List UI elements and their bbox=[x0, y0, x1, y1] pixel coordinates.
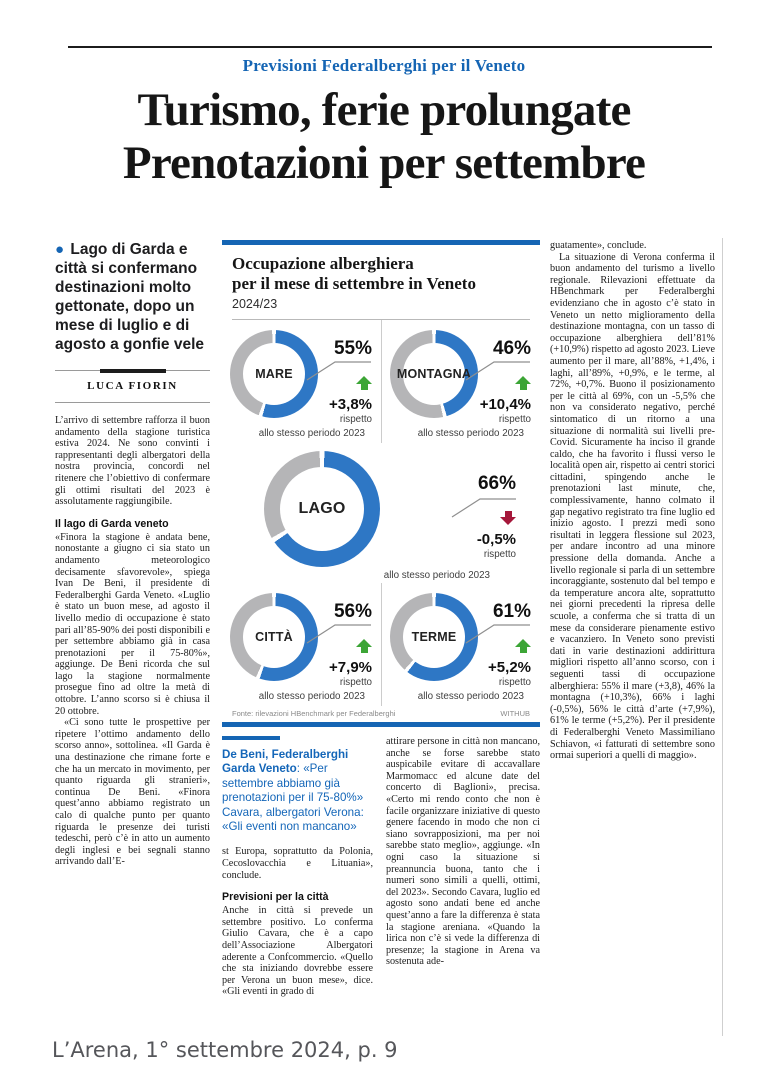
paragraph: guatamente», conclude. bbox=[550, 240, 647, 251]
donut-row-1 bbox=[222, 320, 540, 443]
pull-quote-bar bbox=[222, 736, 280, 740]
donut-label: CITTÀ bbox=[255, 630, 293, 644]
donut-info bbox=[478, 593, 534, 688]
donut-hole bbox=[280, 467, 364, 551]
kicker: Previsioni Federalberghi per il Veneto bbox=[242, 56, 526, 75]
mid-subcolumn-1 bbox=[222, 736, 373, 998]
donut-ring bbox=[264, 451, 380, 567]
chart-source: Fonte: rilevazioni HBenchmark per Federalberghi bbox=[232, 709, 396, 718]
donut-label: TERME bbox=[411, 630, 457, 644]
donut-layout bbox=[390, 330, 534, 425]
paragraph: Anche in città si prevede un settembre positivo. Lo conferma Giulio Cavara, che è a capo dell’Associazione Albergatori aderente a Confcommercio. «Quello che sta iniziando dovrebbe essere per Verona un buon mese», dice. «Gli eventi in grado di bbox=[222, 905, 373, 998]
column-rule bbox=[722, 238, 723, 1036]
section-subhead: Previsioni per la città bbox=[222, 891, 329, 904]
paragraph: attirare persone in città non mancano, anche se forse sarebbe stato auspicabile evitare di accavallare Marmomacc ed alcune date del concerto di Baglioni», precisa. «Certo mi rendo conto che non è facile organizzare iniziative di questo genere facendo in modo che non ci siano sovrapposizioni, ma per noi sarebbe stato meglio», aggiunge. «In ogni caso la situazione si preannuncia buona, tanto che i numeri sono simili a quelli, ottimi, del 2023». Secondo Cavara, luglio ed agosto sono andati bene ed anche quest’anno a fare la differenza è stata la stagione areniana. «Quando la lirica non c’è si vede la differenza di presenze; la stagione in Arena va sostenuta ade- bbox=[386, 736, 540, 968]
bullet-icon: ● bbox=[55, 241, 65, 258]
connector-line bbox=[464, 623, 532, 645]
donut-info bbox=[318, 330, 375, 425]
section-subhead: Il lago di Garda veneto bbox=[55, 517, 169, 530]
donut-change: +5,2% bbox=[488, 659, 531, 676]
donut-change: +7,9% bbox=[329, 659, 372, 676]
donut-label: MARE bbox=[255, 367, 293, 381]
chart-header bbox=[222, 245, 540, 311]
chart-title bbox=[232, 254, 530, 294]
paragraph: La situazione di Verona conferma il buon andamento del turismo a livello regionale. Rilevazioni effettuate da HBenchmark per Federalberghi evidenziano che in agosto c’è stato in Veneto un netto miglioramento della destinazione montagna, con un tasso di occupazione alberghiera dell’81% (+10,9%) rispetto ad agosto 2023. Lieve aumento per il mare, all’88%, +1,4%, i laghi, all’89%, +0,9%, e le terme, al 72%, +0,7%. Buono il posizionamento per le città al 69%, con un -5,5% che non va considerato negativo, perché sintomatico di un ritorno a una situazione di normalità sui livelli pre-Covid. Sicuramente ha inciso il grande caldo, che ha favorito i flussi verso le località open air, rispetto ai centri storici cittadini, spingendo anche le prenotazioni last minute, che, complessivamente, hanno colmato il gap negativo registrato tra fine luglio ed inizio agosto. I prezzi medi sono risultati in leggera flessione sul 2023, per andare incontro ad una minore pressione della domanda. Anche a livello regionale si parla di un settembre incoraggiante, sostenuto dal bel tempo e da temperature ancora alte, soprattutto nei giorni precedenti la ripresa delle scuole, a conferma che si tratta di un mese da considerare pienamente estivo e vacanziero. In Veneto sono previsti dati in varie destinazioni addirittura migliori rispetto all’anno scorso, con i seguenti tassi di occupazione alberghiera: 55% il mare (+3,8), 46% la montagna (+10,3%), 66% i laghi (-0,5%), 56% le città d’arte (+7,9%), 61% le terme (+5,2%). Per il presidente di Federalberghi Veneto Massimiliano Schiavon, «i fatturati di settembre sono ormai superiori a quelli di maggio». bbox=[550, 251, 715, 762]
chart-title-line2: per il mese di settembre in Veneto bbox=[232, 274, 476, 293]
donut-value: 55% bbox=[333, 338, 372, 359]
donut-note-2: allo stesso periodo 2023 bbox=[417, 691, 524, 702]
source-caption: L’Arena, 1° settembre 2024, p. 9 bbox=[52, 1038, 398, 1062]
byline-rule-accent bbox=[100, 369, 166, 373]
headline-line2: Prenotazioni per settembre bbox=[122, 136, 646, 189]
donut-layout bbox=[390, 593, 534, 688]
donut-info bbox=[380, 451, 530, 567]
connector-line bbox=[464, 360, 532, 382]
right-column bbox=[550, 240, 715, 998]
paragraph: «Ci sono tutte le prospettive per ripetere l’ottimo andamento dello scorso anno», sottolinea. «Il Garda è una destinazione che rimane forte e che ha un mercato in movimento, per quanto riguarda gli stranieri», continua De Beni. «Finora quest’anno abbiamo registrato un calo di qualche punto per quanto riguarda le presenze dei turisti tedeschi, però c’è in atto un aumento degli inglesi e bei segnali stanno arrivando dall’E- bbox=[55, 717, 210, 868]
connector-line bbox=[305, 623, 373, 645]
donut-hole bbox=[243, 606, 305, 668]
donut-value: 66% bbox=[477, 473, 516, 494]
donut-note-1: rispetto bbox=[483, 549, 516, 560]
donut-layout bbox=[230, 330, 375, 425]
donut-label: LAGO bbox=[298, 500, 346, 517]
donut-note-2: allo stesso periodo 2023 bbox=[258, 428, 365, 439]
donut-hole bbox=[243, 343, 305, 405]
headline bbox=[30, 84, 738, 189]
donut-change: +3,8% bbox=[329, 396, 372, 413]
headline-line1: Turismo, ferie prolungate bbox=[137, 84, 631, 136]
donut-row-3 bbox=[222, 583, 540, 706]
donut-info bbox=[318, 593, 375, 688]
header-rule bbox=[68, 46, 712, 48]
donut-hole bbox=[403, 606, 465, 668]
byline: LUCA FIORIN bbox=[87, 380, 178, 392]
paragraph: L’arrivo di settembre rafforza il buon andamento della stagione turistica estiva 2024. Ne sono convinti i rappresentanti degli albergatori della nostra provincia, concordi nel ritenere che l’obiettivo di confermare gli ottimi risultati del 2023 è assolutamente raggiungibile. bbox=[55, 415, 210, 508]
donut-label: MONTAGNA bbox=[396, 367, 472, 381]
donut-chart bbox=[381, 320, 540, 443]
donut-value: 46% bbox=[492, 338, 531, 359]
donut-change: -0,5% bbox=[476, 531, 516, 548]
donut-change: +10,4% bbox=[479, 396, 531, 413]
connector-line bbox=[450, 497, 518, 519]
pull-quote-text: : «Per settembre abbiamo già prenotazioni per il 75-80%» Cavara, albergatori Verona: «Gli eventi non mancano» bbox=[222, 762, 364, 834]
paragraph: st Europa, soprattutto da Polonia, Cecoslovacchia e Lituania», conclude. bbox=[222, 846, 373, 881]
donut-layout bbox=[264, 451, 530, 567]
donut-chart bbox=[381, 583, 540, 706]
chart-credit: WITHUB bbox=[500, 709, 530, 718]
middle-column bbox=[222, 240, 540, 998]
mid-text-columns bbox=[222, 736, 540, 998]
chart-title-line1: Occupazione alberghiera bbox=[232, 254, 414, 273]
donut-chart bbox=[222, 320, 381, 443]
standfirst-text: Lago di Garda e città si confermano destinazioni molto gettonate, dopo un mese di luglio e di agosto a gonfie vele bbox=[55, 241, 205, 353]
chart-footer bbox=[222, 706, 540, 722]
chart-subtitle: 2024/23 bbox=[232, 297, 278, 311]
donut-chart bbox=[222, 443, 540, 583]
pull-quote-attribution: De Beni, Federalberghi Garda Veneto bbox=[222, 748, 349, 776]
donut-note-1: rispetto bbox=[339, 414, 372, 425]
connector-line bbox=[305, 360, 373, 382]
donut-info bbox=[478, 330, 534, 425]
pull-quote bbox=[222, 748, 373, 834]
byline-rule-bottom bbox=[55, 402, 210, 403]
donut-note-1: rispetto bbox=[498, 414, 531, 425]
article-body bbox=[55, 240, 715, 998]
paragraph: «Finora la stagione è andata bene, nonostante a giugno ci sia stato un andamento meteorologico decisamente sfavorevole», spiega Ivan De Beni, il presidente di Federalberghi Garda Veneto. «Luglio è stato un buon mese, ad agosto il livello medio di occupazione è stato pari all’85-90% dei posti disponibili e per settembre abbiamo già in casa prenotazioni per il 75-80%», aggiunge. De Beni ricorda che sul lago la stagione normalmente prosegue fino ad oltre la metà di ottobre. L’anno scorso si è chiusa il 20 ottobre. bbox=[55, 531, 210, 717]
donut-value: 56% bbox=[333, 601, 372, 622]
donut-note-1: rispetto bbox=[498, 677, 531, 688]
donut-note-2: allo stesso periodo 2023 bbox=[383, 570, 490, 581]
donut-note-2: allo stesso periodo 2023 bbox=[417, 428, 524, 439]
donut-layout bbox=[230, 593, 375, 688]
donut-chart bbox=[222, 583, 381, 706]
byline-rule-top bbox=[55, 370, 210, 371]
donut-hole bbox=[396, 343, 472, 405]
infographic-bottom-bar bbox=[222, 722, 540, 727]
infographic bbox=[222, 240, 540, 727]
donut-value: 61% bbox=[492, 601, 531, 622]
donut-note-2: allo stesso periodo 2023 bbox=[258, 691, 365, 702]
byline-block bbox=[55, 370, 210, 403]
standfirst bbox=[55, 240, 210, 354]
donut-row-2 bbox=[222, 443, 540, 583]
mid-subcolumn-2 bbox=[386, 736, 540, 998]
donut-note-1: rispetto bbox=[339, 677, 372, 688]
left-column bbox=[55, 240, 210, 998]
